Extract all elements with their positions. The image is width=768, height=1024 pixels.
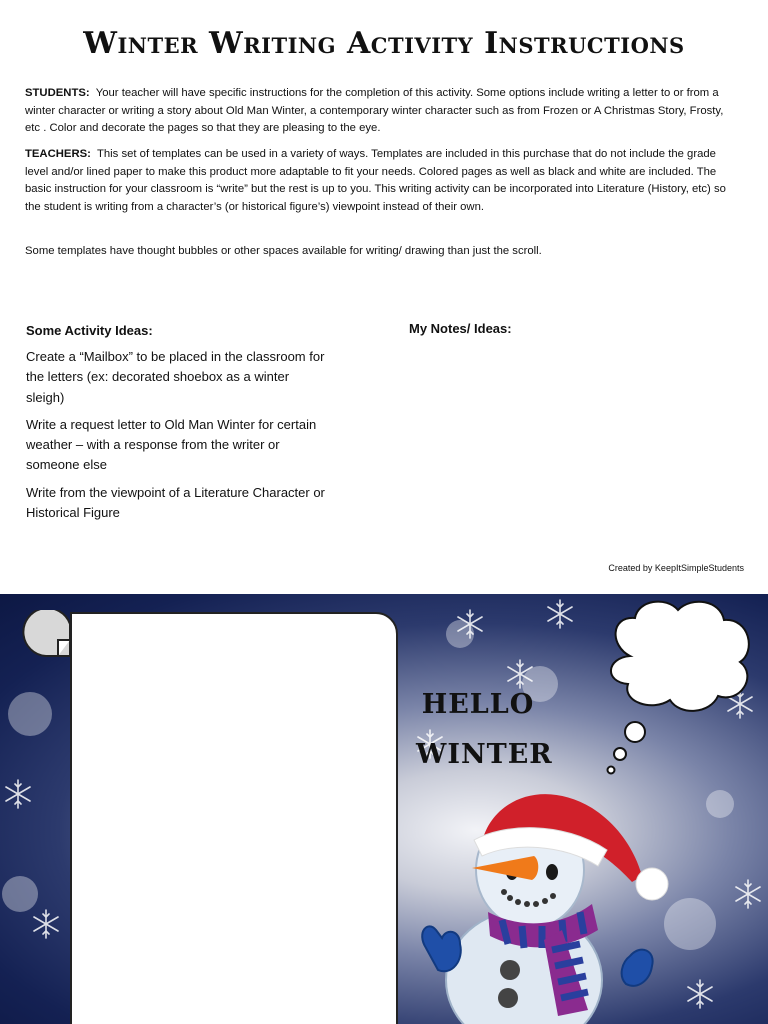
- notes-heading: My Notes/ Ideas:: [409, 321, 512, 336]
- students-text: Your teacher will have specific instructions for the completion of this activity. Some options include writing a letter to or from a winter character or writing a story about Old Man Winter, a contemporary winter character such as from Frozen or A Christmas Story, Frosty, etc . Color and decorate the pages so that they are pleasing to the eye.: [25, 87, 724, 135]
- credit-line: Created by KeepItSimpleStudents: [608, 563, 744, 573]
- hello-line-1: HELLO: [421, 689, 535, 720]
- page-title: Winter Writing Activity Instructions: [83, 26, 685, 61]
- activity-idea: Write a request letter to Old Man Winter for certain weather – with a response from the writer or someone else: [26, 416, 317, 473]
- writing-scroll: [70, 612, 398, 1024]
- snowflake-icon: [548, 600, 572, 628]
- thought-bubble: [600, 596, 760, 780]
- scroll-curl-icon: [20, 610, 78, 666]
- students-paragraph: [25, 85, 737, 138]
- activity-ideas: [26, 323, 326, 530]
- students-label: STUDENTS:: [25, 87, 90, 99]
- snowflake-icon: [688, 980, 712, 1008]
- teachers-label: TEACHERS:: [25, 148, 91, 160]
- teachers-text: This set of templates can be used in a variety of ways. Templates are included in this purchase that do not include the grade level and/or lined paper to make this product more adaptable to fit your needs. Colored pages as well as black and white are included. The basic instruction for your classroom is “write” but the rest is up to you. This writing activity can be incorporated into Literature (History, etc) so the student is writing from a character’s (or historical figure’s) viewpoint instead of their own.: [25, 148, 726, 213]
- activity-ideas-heading: Some Activity Ideas:: [26, 323, 153, 338]
- template-preview: [0, 594, 768, 1024]
- templates-note: Some templates have thought bubbles or other spaces available for writing/ drawing than just the scroll.: [25, 245, 542, 257]
- snowflake-icon: [6, 780, 30, 808]
- activity-idea: Write from the viewpoint of a Literature Character or Historical Figure: [26, 484, 325, 521]
- teachers-paragraph: [25, 146, 737, 216]
- hello-line-2: WINTER: [416, 739, 553, 770]
- snowflake-icon: [736, 880, 760, 908]
- snowman: [412, 780, 672, 1024]
- activity-idea: Create a “Mailbox” to be placed in the classroom for the letters (ex: decorated shoebox as a winter sleigh): [26, 349, 325, 405]
- hello-winter-text: [416, 680, 553, 780]
- snowflake-icon: [34, 910, 58, 938]
